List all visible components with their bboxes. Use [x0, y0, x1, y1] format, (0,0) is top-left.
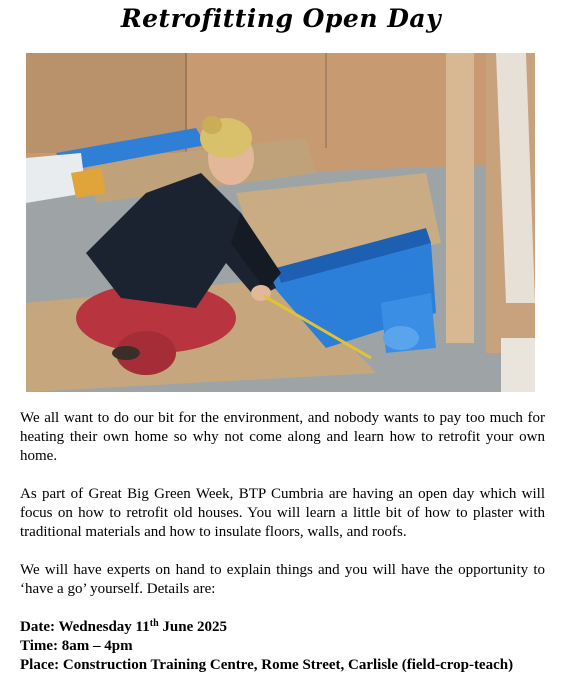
date-label: Date: Wednesday 11 [20, 619, 150, 635]
date-line [20, 618, 545, 637]
timber-post [446, 53, 474, 343]
time-line: Time: 8am – 4pm [20, 638, 133, 654]
paragraph-experts: We will have experts on hand to explain things and you will have the opportunity to ‘have a go’ yourself. Details are: [20, 562, 545, 597]
page-title: Retrofitting Open Day [120, 4, 442, 33]
event-details [20, 618, 545, 675]
paragraph-intro: We all want to do our bit for the environment, and nobody wants to pay too much for heating their own home so why not come along and learn how to retrofit your own home. [20, 410, 545, 464]
place-line: Place: Construction Training Centre, Rome Street, Carlisle (field-crop-teach) [20, 657, 514, 673]
workshop-photo [26, 53, 535, 392]
paragraph-event: As part of Great Big Green Week, BTP Cumbria are having an open day which will focus on how to retrofit old houses. You will learn a little bit of how to plaster with traditional materials and how to insulate floors, walls, and roofs. [20, 486, 545, 540]
body-text [20, 409, 545, 675]
date-rest: June 2025 [158, 619, 227, 635]
date-suffix: th [149, 618, 159, 629]
